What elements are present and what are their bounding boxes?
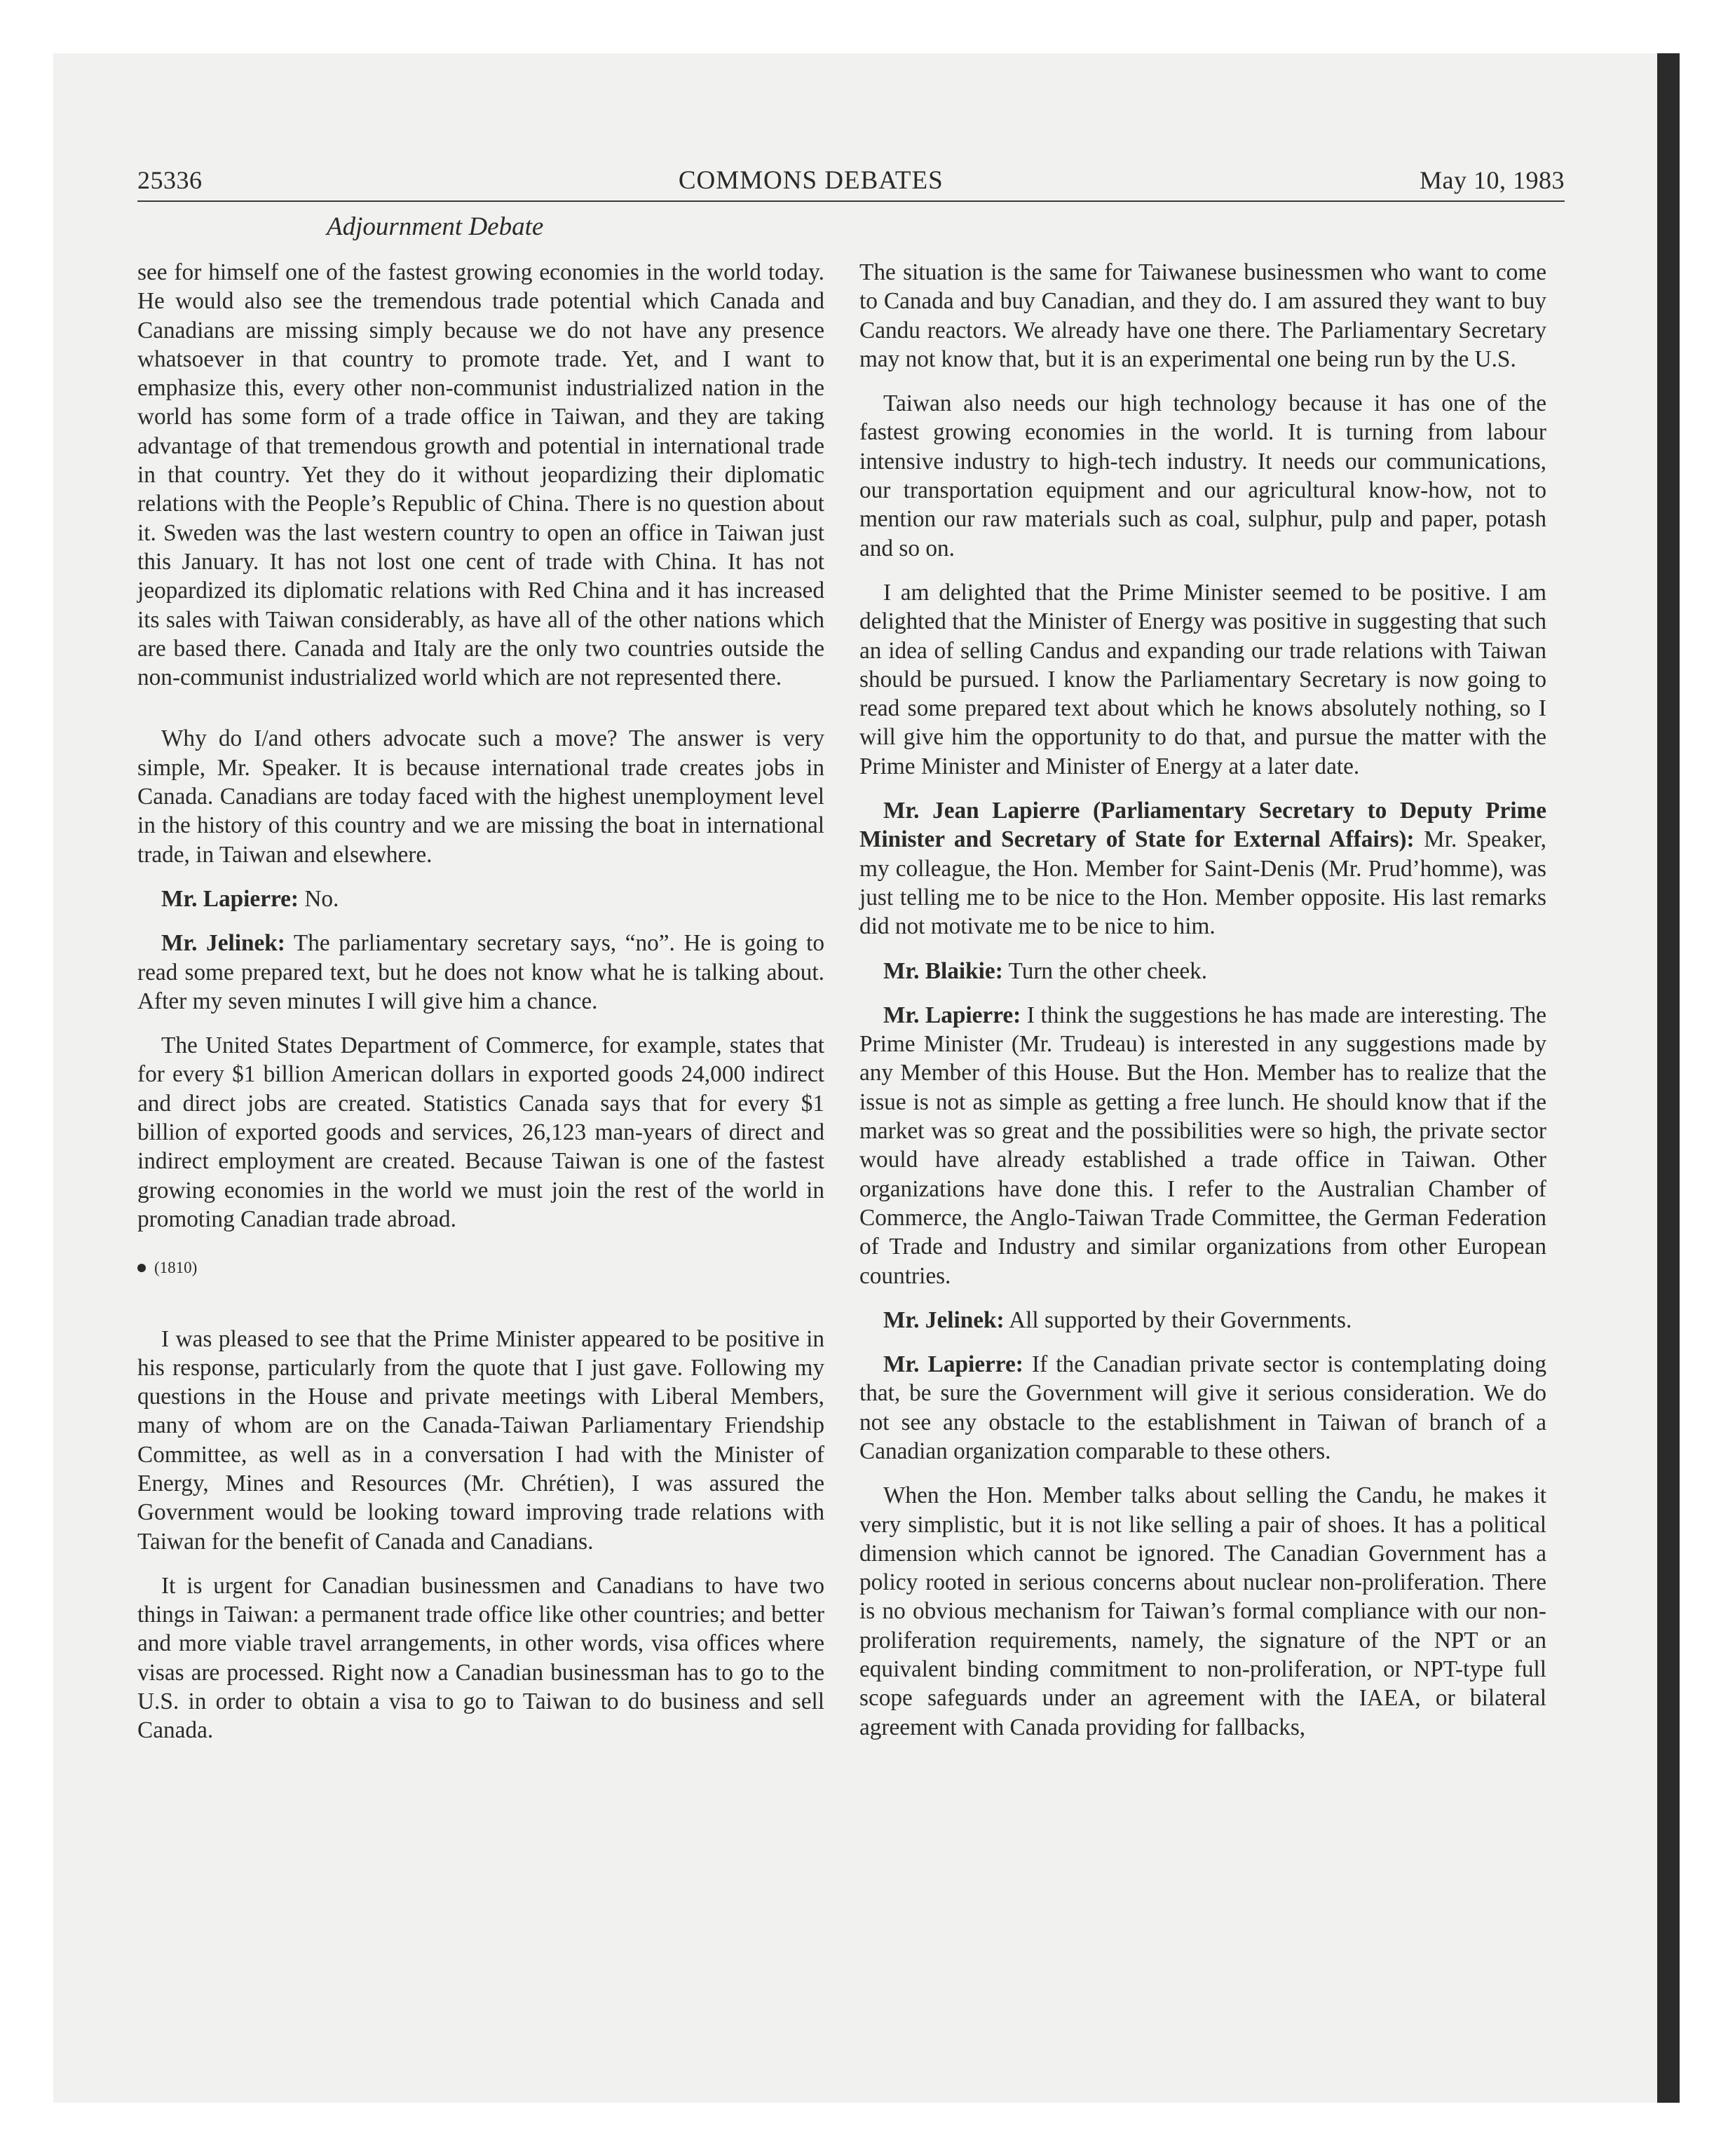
left-column xyxy=(137,258,824,1761)
speaker-name: Mr. Jelinek: xyxy=(883,1306,1005,1333)
paragraph: I am delighted that the Prime Minister seemed to be positive. I am delighted that the Minister of Energy was positive in suggesting that such an idea of selling Candus and expanding our trade relations with Taiwan should be pursued. I know the Parliamentary Secretary is now going to read some prepared text about which he knows absolutely nothing, so I will give him the opportunity to do that, and pursue the matter with the Prime Minister and Minister of Energy at a later date. xyxy=(859,579,1546,779)
paragraph: Taiwan also needs our high technology because it has one of the fastest growing economies in the world. It is turning from labour intensive industry to high-tech industry. It needs our communications, our transportation equipment and our agricultural know-how, not to mention our raw materials such as coal, sulphur, pulp and paper, potash and so on. xyxy=(859,390,1546,561)
speech-text: No. xyxy=(299,885,339,912)
speaker-name: Mr. Blaikie: xyxy=(883,957,1003,984)
speech-text: The parliamentary secretary says, “no”. He is going to read some prepared text, but he does not know what he is talking about. After my seven minutes I will give him a chance. xyxy=(137,930,824,1014)
speech-paragraph xyxy=(859,796,1546,941)
page-header xyxy=(137,165,1565,196)
paragraph: The situation is the same for Taiwanese businessmen who want to come to Canada and buy Canadian, and they do. I am assured they want to buy Candu reactors. We already have one there. The Parliamentary Secretary may not know that, but it is an experimental one being run by the U.S. xyxy=(859,259,1546,372)
bullet-icon xyxy=(137,1264,146,1272)
speaker-name: Mr. Jelinek: xyxy=(161,930,285,957)
speaker-name: Mr. Jean Lapierre (Parliamentary Secretary to Deputy Prime Minister and Secretary of State for External Affairs): xyxy=(859,798,1546,853)
speaker-name: Mr. Lapierre: xyxy=(883,1351,1023,1378)
paragraph: It is urgent for Canadian businessmen and Canadians to have two things in Taiwan: a permanent trade office like other countries; and better and more viable travel arrangements, in other words, visa offices where visas are processed. Right now a Canadian businessman has to go to the U.S. in order to obtain a visa to go to Taiwan to do business and sell Canada. xyxy=(137,1572,824,1744)
speech-text: Turn the other cheek. xyxy=(1002,957,1208,984)
time-marker xyxy=(137,1253,824,1282)
right-column xyxy=(859,258,1546,1757)
paragraph: The United States Department of Commerce, for example, states that for every $1 billion American dollars in exported goods 24,000 indirect and direct jobs are created. Statistics Canada says that for every $1 billion of exported goods and services, 26,123 man-years of direct and indirect employment are created. Because Taiwan is one of the fastest growing economies in the world we must join the rest of the world in promoting Canadian trade abroad. xyxy=(137,1032,824,1232)
speech-text: If the Canadian private sector is contemplating doing that, be sure the Government will give it serious consideration. We do not see any obstacle to the establishment in Taiwan of branch of a Canadian organization comparable to these others. xyxy=(859,1351,1547,1464)
speech-text: I think the suggestions he has made are interesting. The Prime Minister (Mr. Trudeau) is interested in any suggestions made by any Member of this House. But the Hon. Member has to realize that the issue is not as simple as getting a free lunch. He should know that if the market was so great and the possibilities were so high, the private sector would have already established a trade office in Taiwan. Other organizations have done this. I refer to the Australian Chamber of Commerce, the Anglo-Taiwan Trade Committee, the German Federation of Trade and Industry and similar organizations from other European countries. xyxy=(859,1002,1546,1289)
speaker-name: Mr. Lapierre: xyxy=(161,885,299,912)
paragraph: When the Hon. Member talks about selling the Candu, he makes it very simplistic, but it is not like selling a pair of shoes. It has a political dimension which cannot be ignored. The Canadian Government has a policy rooted in serious concerns about nuclear non-proliferation. There is no obvious mechanism for Taiwan’s formal compliance with our non-proliferation requirements, namely, the signature of the NPT or an equivalent binding commitment to non-proliferation, or NPT-type full scope safeguards under an agreement with the IAEA, or bilateral agreement with Canada providing for fallbacks, xyxy=(859,1482,1546,1740)
speech-paragraph xyxy=(137,885,824,913)
paragraph: see for himself one of the fastest growing economies in the world today. He would also see the tremendous trade potential which Canada and Canadians are missing simply because we do not have any presence whatsoever in that country to promote trade. Yet, and I want to emphasize this, every other non-communist industrialized nation in the world has some form of a trade office in Taiwan, and they are taking advantage of that tremendous growth and potential in international trade in that country. Yet they do it without jeopardizing their diplomatic relations with the People’s Republic of China. There is no question about it. Sweden was the last western country to open an office in Taiwan just this January. It has not lost one cent of trade with China. It has not jeopardized its diplomatic relations with Red China and it has increased its sales with Taiwan considerably, as have all of the other nations which are based there. Canada and Italy are the only two countries outside the non-communist industrialized world which are not represented there. xyxy=(137,259,824,691)
speech-paragraph xyxy=(859,1001,1546,1290)
paragraph: I was pleased to see that the Prime Minister appeared to be positive in his response, particularly from the quote that I just gave. Following my questions in the House and private meetings with Liberal Members, many of whom are on the Canada-Taiwan Parliamentary Friendship Committee, as well as in a conversation I had with the Minister of Energy, Mines and Resources (Mr. Chrétien), I was assured the Government would be looking toward improving trade relations with Taiwan for the benefit of Canada and Canadians. xyxy=(137,1325,824,1555)
page-number: 25336 xyxy=(137,166,203,194)
section-subheading: Adjournment Debate xyxy=(327,212,544,241)
scan-edge-bar xyxy=(1657,53,1680,2103)
speech-paragraph xyxy=(859,1306,1546,1335)
speech-paragraph xyxy=(859,1350,1546,1466)
speech-text: All supported by their Governments. xyxy=(1004,1306,1352,1333)
paragraph: Why do I/and others advocate such a move? The answer is very simple, Mr. Speaker. It is because international trade creates jobs in Canada. Canadians are today faced with the highest unemployment level in the history of this country and we are missing the boat in international trade, in Taiwan and elsewhere. xyxy=(137,725,824,868)
speech-text: Mr. Speaker, my colleague, the Hon. Member for Saint-Denis (Mr. Prud’homme), was just telling me to be nice to the Hon. Member opposite. His last remarks did not motivate me to be nice to him. xyxy=(859,826,1546,940)
speech-paragraph xyxy=(137,929,824,1016)
publication-date: May 10, 1983 xyxy=(1420,166,1565,194)
speaker-name: Mr. Lapierre: xyxy=(883,1002,1021,1028)
header-rule xyxy=(137,200,1565,202)
speech-paragraph xyxy=(859,957,1546,985)
time-marker-text: (1810) xyxy=(154,1259,198,1277)
publication-title: COMMONS DEBATES xyxy=(678,166,944,195)
